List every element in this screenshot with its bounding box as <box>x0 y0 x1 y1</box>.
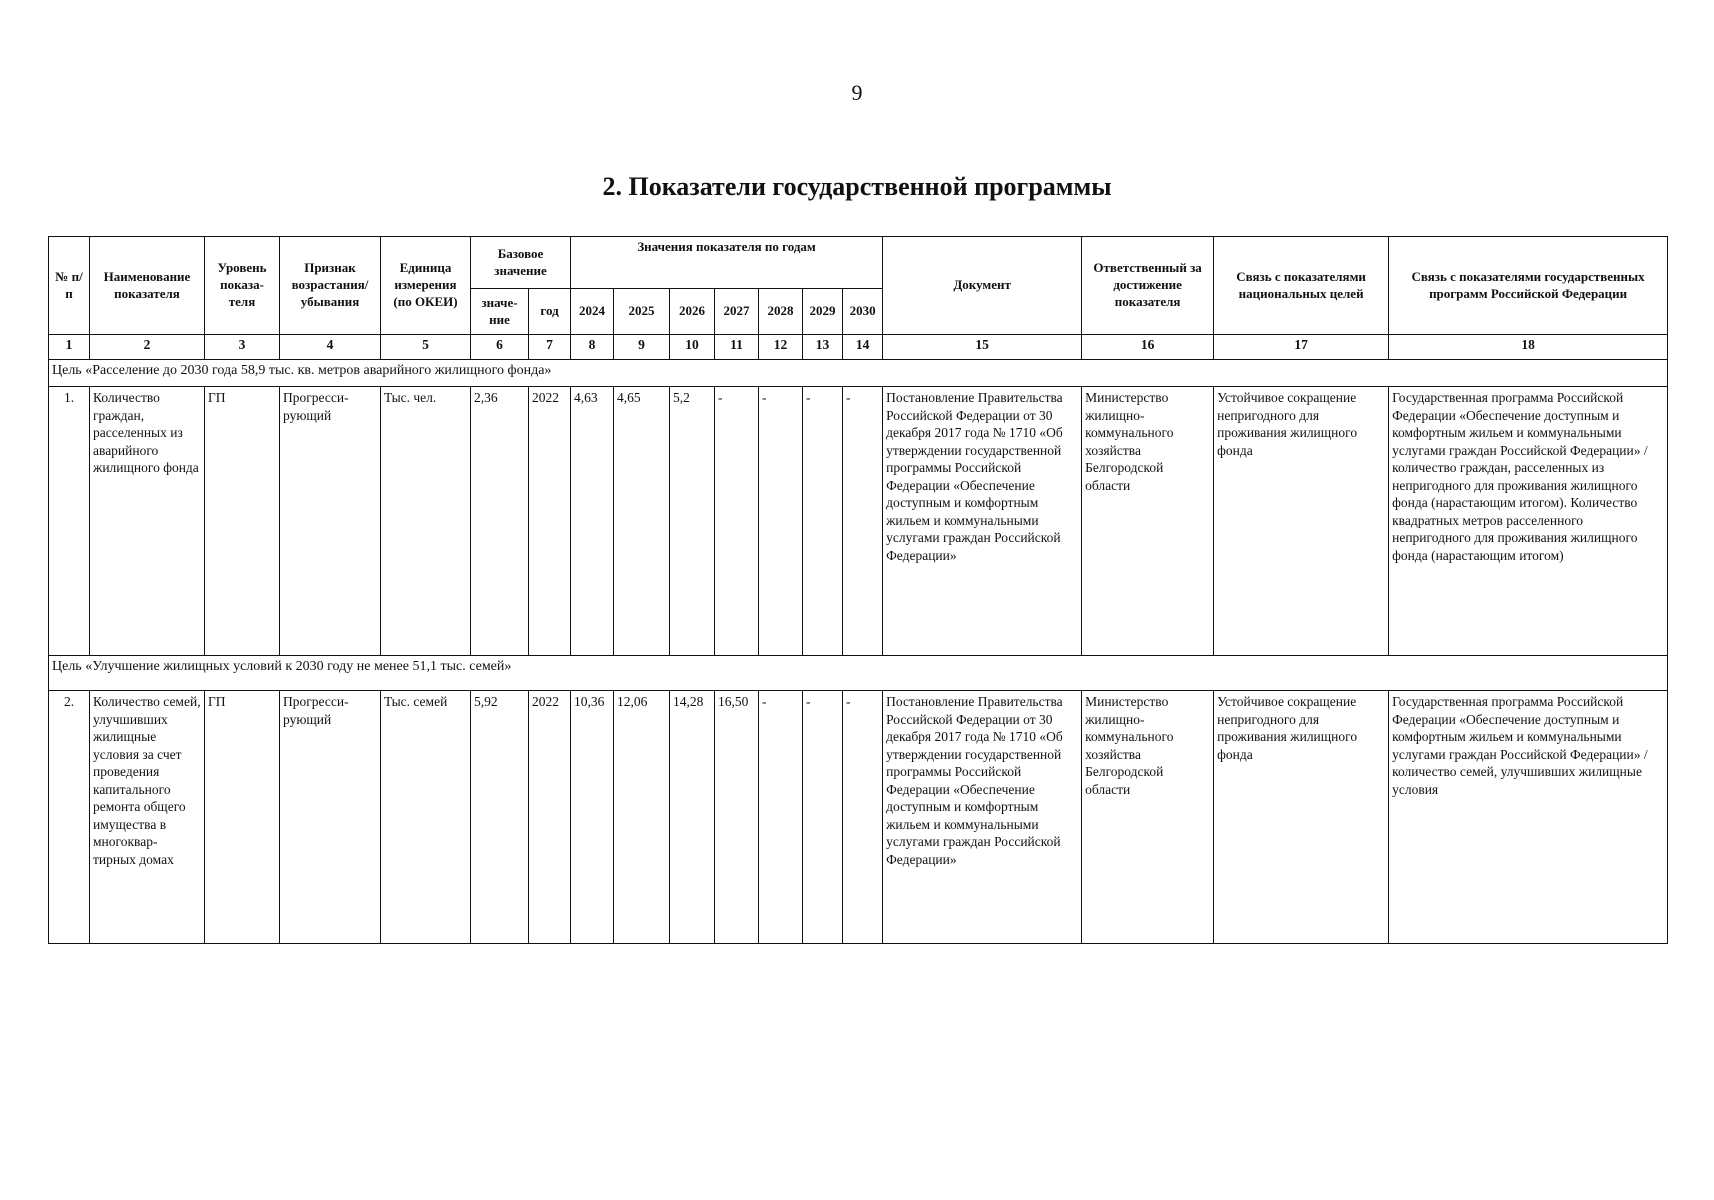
header-base-value: значе- ние <box>471 289 529 335</box>
header-year: 2025 <box>614 289 670 335</box>
goal-title: Цель «Улучшение жилищных условий к 2030 году не менее 51,1 тыс. семей» <box>49 656 1668 691</box>
header-base-year: год <box>529 289 571 335</box>
page-title: 2. Показатели государственной программы <box>602 172 1112 201</box>
indicators-table <box>48 236 1668 944</box>
page-number: 9 <box>851 80 863 105</box>
column-number: 17 <box>1214 335 1389 360</box>
column-number: 10 <box>670 335 715 360</box>
table-row <box>49 691 1668 944</box>
header-responsible: Ответственный за достижение показателя <box>1082 237 1214 335</box>
column-number: 1 <box>49 335 90 360</box>
indicator-level: ГП <box>205 387 280 656</box>
header-document: Документ <box>883 237 1082 335</box>
goal-title: Цель «Расселение до 2030 года 58,9 тыс. кв. метров аварийного жилищного фонда» <box>49 360 1668 387</box>
year-value: - <box>759 691 803 944</box>
year-value: - <box>715 387 759 656</box>
base-year: 2022 <box>529 691 571 944</box>
indicator-trend: Прогресси- рующий <box>280 387 381 656</box>
indicator-level: ГП <box>205 691 280 944</box>
base-year: 2022 <box>529 387 571 656</box>
year-value: 14,28 <box>670 691 715 944</box>
header-year: 2024 <box>571 289 614 335</box>
header-base: Базовое значение <box>471 237 571 289</box>
document-ref: Постановление Правительства Российской Федерации от 30 декабря 2017 года № 1710 «Об утверждении государственной программы Российской Федерации «Обеспечение доступным и комфортным жильем и коммунальными услугами граждан Российской Федерации» <box>883 387 1082 656</box>
indicator-name: Количество граждан, расселенных из аварийного жилищного фонда <box>90 387 205 656</box>
column-number: 2 <box>90 335 205 360</box>
year-value: - <box>759 387 803 656</box>
goal-row <box>49 656 1668 691</box>
header-year: 2027 <box>715 289 759 335</box>
header-year: 2029 <box>803 289 843 335</box>
column-number: 4 <box>280 335 381 360</box>
column-number: 14 <box>843 335 883 360</box>
year-value: 4,63 <box>571 387 614 656</box>
column-number: 7 <box>529 335 571 360</box>
indicator-trend: Прогресси- рующий <box>280 691 381 944</box>
state-programs-link: Государственная программа Российской Федерации «Обеспечение доступным и комфортным жильем и коммунальными услугами граждан Российской Федерации» / количество граждан, расселенных из непригодного для проживания жилищного фонда (нарастающим итогом). Количество квадратных метров расселенного непригодного для проживания жилищного фонда (нарастающим итогом) <box>1389 387 1668 656</box>
header-year: 2026 <box>670 289 715 335</box>
column-number: 5 <box>381 335 471 360</box>
responsible-body: Министерство жилищно- коммунального хозяйства Белгородской области <box>1082 691 1214 944</box>
year-value: 5,2 <box>670 387 715 656</box>
column-number: 18 <box>1389 335 1668 360</box>
header-years-group: Значения показателя по годам <box>571 237 883 289</box>
state-programs-link: Государственная программа Российской Федерации «Обеспечение доступным и комфортным жильем и коммунальными услугами граждан Российской Федерации» / количество семей, улучшивших жилищные условия <box>1389 691 1668 944</box>
goal-row <box>49 360 1668 387</box>
column-number: 15 <box>883 335 1082 360</box>
year-value: 12,06 <box>614 691 670 944</box>
year-value: 4,65 <box>614 387 670 656</box>
national-goals-link: Устойчивое сокращение непригодного для проживания жилищного фонда <box>1214 387 1389 656</box>
year-value: 10,36 <box>571 691 614 944</box>
year-value: - <box>803 691 843 944</box>
header-unit: Единица измерения (по ОКЕИ) <box>381 237 471 335</box>
national-goals-link: Устойчивое сокращение непригодного для проживания жилищного фонда <box>1214 691 1389 944</box>
year-value: - <box>843 691 883 944</box>
document-ref: Постановление Правительства Российской Федерации от 30 декабря 2017 года № 1710 «Об утверждении государственной программы Российской Федерации «Обеспечение доступным и комфортным жильем и коммунальными услугами граждан Российской Федерации» <box>883 691 1082 944</box>
column-number: 13 <box>803 335 843 360</box>
header-year: 2030 <box>843 289 883 335</box>
responsible-body: Министерство жилищно- коммунального хозяйства Белгородской области <box>1082 387 1214 656</box>
column-number-row <box>49 335 1668 360</box>
column-number: 12 <box>759 335 803 360</box>
header-level: Уровень показа- теля <box>205 237 280 335</box>
year-value: - <box>843 387 883 656</box>
indicator-unit: Тыс. семей <box>381 691 471 944</box>
year-value: 16,50 <box>715 691 759 944</box>
column-number: 6 <box>471 335 529 360</box>
row-number: 1. <box>49 387 90 656</box>
year-value: - <box>803 387 843 656</box>
header-national-goals: Связь с показателями национальных целей <box>1214 237 1389 335</box>
header-num: № п/п <box>49 237 90 335</box>
base-value: 5,92 <box>471 691 529 944</box>
column-number: 16 <box>1082 335 1214 360</box>
header-name: Наименование показателя <box>90 237 205 335</box>
column-number: 8 <box>571 335 614 360</box>
header-state-programs: Связь с показателями государственных программ Российской Федерации <box>1389 237 1668 335</box>
table-row <box>49 387 1668 656</box>
column-number: 11 <box>715 335 759 360</box>
indicator-unit: Тыс. чел. <box>381 387 471 656</box>
row-number: 2. <box>49 691 90 944</box>
base-value: 2,36 <box>471 387 529 656</box>
header-year: 2028 <box>759 289 803 335</box>
column-number: 9 <box>614 335 670 360</box>
indicator-name: Количество семей, улучшивших жилищные условия за счет проведения капитального ремонта общего имущества в многоквар- тирных домах <box>90 691 205 944</box>
column-number: 3 <box>205 335 280 360</box>
header-trend: Признак возрастания/ убывания <box>280 237 381 335</box>
